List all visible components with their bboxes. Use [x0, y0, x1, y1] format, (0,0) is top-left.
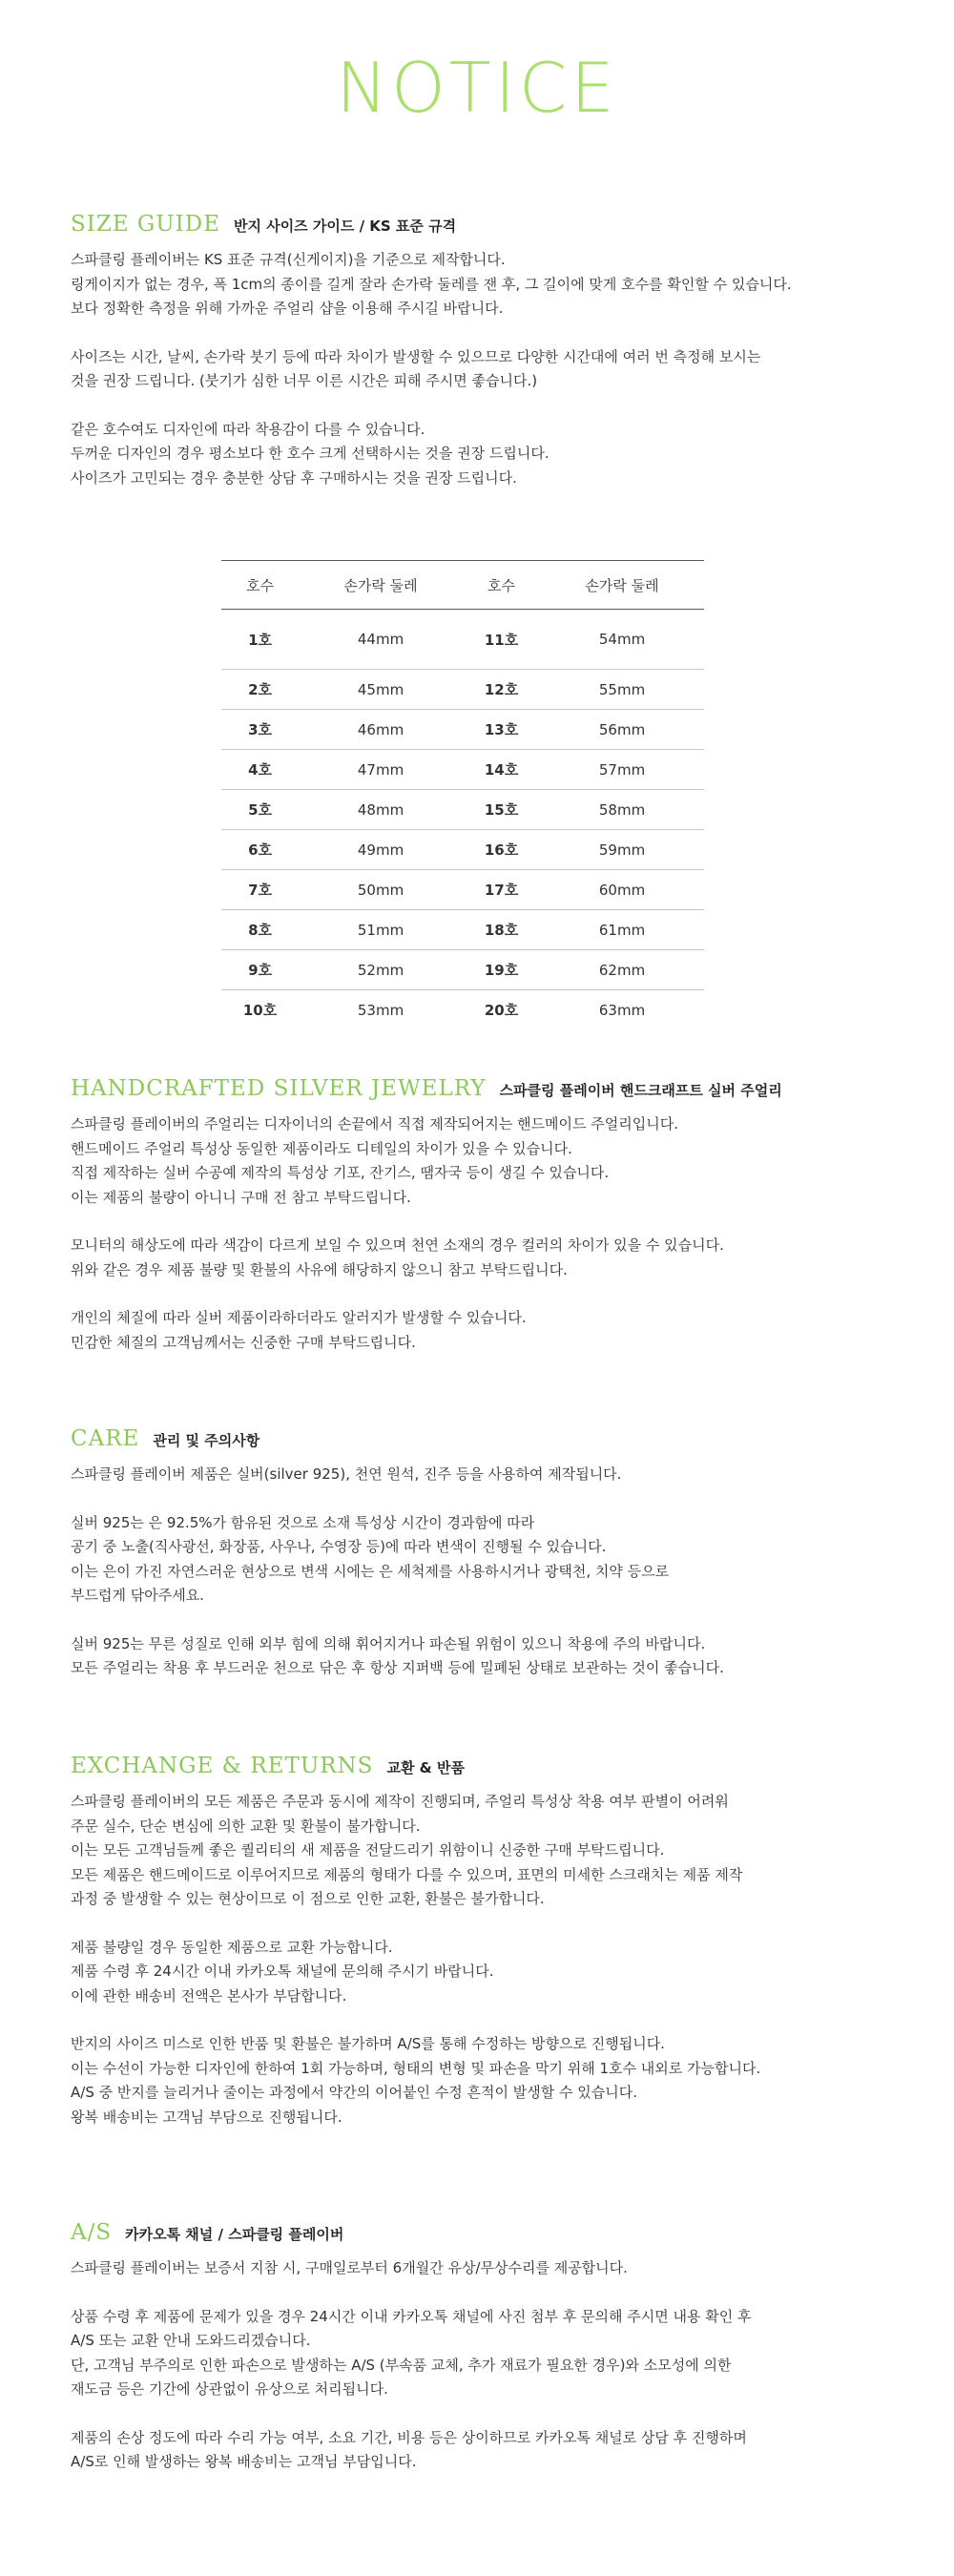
text-line: 개인의 체질에 따라 실버 제품이라하더라도 알러지가 발생할 수 있습니다.	[71, 1309, 527, 1326]
exchange-paragraph	[71, 1936, 901, 2009]
circumference-cell: 51mm	[299, 910, 463, 950]
size-number-cell: 10호	[242, 1002, 278, 1019]
size-number-cell: 12호	[463, 670, 540, 710]
text-line: 모든 주얼리는 착용 후 부드러운 천으로 닦은 후 항상 지퍼백 등에 밀폐된 상태로 보관하는 것이 좋습니다.	[71, 1659, 724, 1676]
table-header-circumference: 손가락 둘레	[299, 561, 463, 610]
text-line: 재도금 등은 기간에 상관없이 유상으로 처리됩니다.	[71, 2380, 388, 2398]
circumference-cell: 59mm	[540, 830, 704, 870]
text-line: 제품 불량일 경우 동일한 제품으로 교환 가능합니다.	[71, 1938, 393, 1956]
text-line: 보다 정확한 측정을 위해 가까운 주얼리 샵을 이용해 주시길 바랍니다.	[71, 300, 504, 317]
as-paragraph	[71, 2426, 901, 2475]
text-line: 실버 925는 무른 성질로 인해 외부 힘에 의해 휘어지거나 파손될 위험이 있으니 착용에 주의 바랍니다.	[71, 1634, 706, 1652]
table-header-circumference: 손가락 둘레	[540, 561, 704, 610]
text-line: 스파클링 플레이버의 모든 제품은 주문과 동시에 제작이 진행되며, 주얼리 특성상 착용 여부 판별이 어려워	[71, 1793, 729, 1810]
as-section	[71, 2220, 901, 2499]
exchange-title-en: EXCHANGE & RETURNS	[71, 1754, 374, 1778]
text-line: 링게이지가 없는 경우, 폭 1cm의 종이를 길게 잘라 손가락 둘레를 잰 후, 그 길이에 맞게 호수를 확인할 수 있습니다.	[71, 275, 792, 293]
size-guide-body	[71, 248, 901, 490]
text-line: 사이즈는 시간, 날씨, 손가락 붓기 등에 따라 차이가 발생할 수 있으므로 다양한 시간대에 여러 번 측정해 보시는	[71, 347, 761, 365]
table-row	[221, 670, 704, 710]
text-line: 직접 제작하는 실버 수공예 제작의 특성상 기포, 잔기스, 땜자국 등이 생길 수 있습니다.	[71, 1164, 610, 1181]
care-title-en: CARE	[71, 1426, 140, 1451]
circumference-cell: 56mm	[540, 710, 704, 750]
table-row	[221, 950, 704, 990]
size-number-cell: 15호	[463, 790, 540, 830]
size-guide-paragraph	[71, 418, 901, 491]
size-guide-title-ko: 반지 사이즈 가이드 / KS 표준 규격	[234, 218, 457, 235]
circumference-cell: 48mm	[299, 790, 463, 830]
size-guide-title-en: SIZE GUIDE	[71, 212, 220, 237]
text-line: 위와 같은 경우 제품 불량 및 환불의 사유에 해당하지 않으니 참고 부탁드립니다.	[71, 1260, 568, 1278]
circumference-cell: 62mm	[540, 950, 704, 990]
handcrafted-paragraph	[71, 1112, 901, 1210]
text-line: 것을 권장 드립니다. (붓기가 심한 너무 이른 시간은 피해 주시면 좋습니다.)	[71, 372, 538, 389]
text-line: A/S로 인해 발생하는 왕복 배송비는 고객님 부담입니다.	[71, 2453, 417, 2470]
size-number-cell: 8호	[221, 910, 299, 950]
as-title-ko: 카카오톡 채널 / 스파클링 플레이버	[125, 2226, 344, 2243]
text-line: 상품 수령 후 제품에 문제가 있을 경우 24시간 이내 카카오톡 채널에 사진 첨부 후 문의해 주시면 내용 확인 후	[71, 2307, 752, 2325]
table-header-size: 호수	[221, 561, 299, 610]
text-line: 과정 중 발생할 수 있는 현상이므로 이 점으로 인한 교환, 환불은 불가합니다.	[71, 1890, 545, 1907]
as-heading	[71, 2220, 901, 2245]
handcrafted-paragraph	[71, 1306, 901, 1355]
as-paragraph	[71, 2305, 901, 2402]
size-number-cell: 13호	[463, 710, 540, 750]
size-guide-heading	[71, 212, 901, 237]
text-line: 반지의 사이즈 미스로 인한 반품 및 환불은 불가하며 A/S를 통해 수정하는 방향으로 진행됩니다.	[71, 2035, 665, 2052]
text-line: 실버 925는 은 92.5%가 함유된 것으로 소재 특성상 시간이 경과함에 따라	[71, 1513, 535, 1531]
text-line: 제품 수령 후 24시간 이내 카카오톡 채널에 문의해 주시기 바랍니다.	[71, 1963, 494, 1980]
text-line: 이는 은이 가진 자연스러운 현상으로 변색 시에는 은 세척제를 사용하시거나 광택천, 치약 등으로	[71, 1562, 670, 1580]
size-number-cell: 2호	[221, 670, 299, 710]
table-row	[221, 830, 704, 870]
exchange-title-ko: 교환 & 반품	[386, 1759, 465, 1776]
as-title-en: A/S	[71, 2220, 113, 2245]
care-paragraph	[71, 1632, 901, 1681]
table-row	[221, 710, 704, 750]
circumference-cell: 44mm	[299, 610, 463, 670]
text-line: 제품의 손상 정도에 따라 수리 가능 여부, 소요 기간, 비용 등은 상이하므로 카카오톡 채널로 상담 후 진행하며	[71, 2428, 747, 2446]
size-number-cell: 3호	[221, 710, 299, 750]
text-line: 왕복 배송비는 고객님 부담으로 진행됩니다.	[71, 2108, 342, 2126]
text-line: 부드럽게 닦아주세요.	[71, 1587, 204, 1604]
size-number-cell: 9호	[221, 950, 299, 990]
handcrafted-title-en: HANDCRAFTED SILVER JEWELRY	[71, 1076, 487, 1101]
size-number-cell: 14호	[463, 750, 540, 790]
text-line: 이는 제품의 불량이 아니니 구매 전 참고 부탁드립니다.	[71, 1188, 411, 1206]
handcrafted-paragraph	[71, 1234, 901, 1282]
size-number-cell: 17호	[463, 870, 540, 910]
exchange-body	[71, 1790, 901, 2129]
text-line: 민감한 체질의 고객님께서는 신중한 구매 부탁드립니다.	[71, 1333, 416, 1351]
exchange-heading	[71, 1754, 901, 1778]
text-line: 스파클링 플레이버는 보증서 지참 시, 구매일로부터 6개월간 유상/무상수리를 제공합니다.	[71, 2259, 628, 2276]
handcrafted-body	[71, 1112, 901, 1355]
exchange-section	[71, 1754, 901, 2153]
text-line: 스파클링 플레이버는 KS 표준 규격(신게이지)을 기준으로 제작합니다.	[71, 251, 506, 268]
table-row	[221, 990, 704, 1030]
circumference-cell: 61mm	[540, 910, 704, 950]
care-section	[71, 1426, 901, 1705]
circumference-cell: 47mm	[299, 750, 463, 790]
text-line: A/S 중 반지를 늘리거나 줄이는 과정에서 약간의 이어붙인 수정 흔적이 발생할 수 있습니다.	[71, 2084, 637, 2101]
circumference-cell: 57mm	[540, 750, 704, 790]
circumference-cell: 55mm	[540, 670, 704, 710]
handcrafted-heading	[71, 1076, 901, 1101]
size-number-cell: 16호	[463, 830, 540, 870]
circumference-cell: 60mm	[540, 870, 704, 910]
handcrafted-section	[71, 1076, 901, 1379]
circumference-cell: 45mm	[299, 670, 463, 710]
circumference-cell: 53mm	[357, 1001, 404, 1019]
size-number-cell: 11호	[463, 610, 540, 670]
text-line: 이는 수선이 가능한 디자인에 한하여 1회 가능하며, 형태의 변형 및 파손을 막기 위해 1호수 내외로 가능합니다.	[71, 2059, 761, 2077]
care-title-ko: 관리 및 주의사항	[153, 1432, 260, 1449]
text-line: 사이즈가 고민되는 경우 충분한 상담 후 구매하시는 것을 권장 드립니다.	[71, 468, 517, 487]
circumference-cell: 46mm	[299, 710, 463, 750]
text-line: 이에 관한 배송비 전액은 본사가 부담합니다.	[71, 1986, 347, 2005]
size-number-cell: 19호	[463, 950, 540, 990]
table-row	[221, 790, 704, 830]
circumference-cell: 52mm	[299, 950, 463, 990]
circumference-cell: 50mm	[299, 870, 463, 910]
size-number-cell: 6호	[221, 830, 299, 870]
text-line: 이는 모든 고객님들께 좋은 퀄리티의 새 제품을 전달드리기 위함이니 신중한 구매 부탁드립니다.	[71, 1841, 665, 1859]
handcrafted-title-ko: 스파클링 플레이버 핸드크래프트 실버 주얼리	[499, 1082, 782, 1099]
size-guide-paragraph	[71, 345, 901, 394]
circumference-cell: 49mm	[299, 830, 463, 870]
size-number-cell: 18호	[463, 910, 540, 950]
table-header-size: 호수	[463, 561, 540, 610]
table-row	[221, 870, 704, 910]
size-guide-paragraph	[71, 248, 901, 322]
ring-size-table	[221, 560, 704, 1029]
text-line: 스파클링 플레이버의 주얼리는 디자이너의 손끝에서 직접 제작되어지는 핸드메이드 주얼리입니다.	[71, 1115, 679, 1132]
text-line: 모니터의 해상도에 따라 색감이 다르게 보일 수 있으며 천연 소재의 경우 컬러의 차이가 있을 수 있습니다.	[71, 1236, 724, 1254]
care-body	[71, 1463, 901, 1681]
text-line: 공기 중 노출(직사광선, 화장품, 사우나, 수영장 등)에 따라 변색이 진행될 수 있습니다.	[71, 1538, 607, 1555]
table-row	[221, 750, 704, 790]
size-number-cell: 7호	[221, 870, 299, 910]
as-paragraph	[71, 2256, 901, 2281]
as-body	[71, 2256, 901, 2475]
circumference-cell: 54mm	[540, 610, 704, 670]
exchange-paragraph	[71, 1790, 901, 1912]
size-guide-section	[71, 212, 901, 514]
table-row	[221, 610, 704, 670]
text-line: 주문 실수, 단순 변심에 의한 교환 및 환불이 불가합니다.	[71, 1817, 421, 1835]
text-line: 같은 호수여도 디자인에 따라 착용감이 다를 수 있습니다.	[71, 420, 425, 438]
care-heading	[71, 1426, 901, 1451]
size-number-cell: 5호	[221, 790, 299, 830]
care-paragraph	[71, 1463, 901, 1487]
circumference-cell: 58mm	[540, 790, 704, 830]
care-paragraph	[71, 1511, 901, 1609]
size-number-cell: 1호	[221, 610, 299, 670]
notice-title: NOTICE	[336, 48, 618, 128]
table-header-row	[221, 561, 704, 610]
table-row	[221, 910, 704, 950]
text-line: 스파클링 플레이버 제품은 실버(silver 925), 천연 원석, 진주 등을 사용하여 제작됩니다.	[71, 1465, 622, 1483]
text-line: 모든 제품은 핸드메이드로 이루어지므로 제품의 형태가 다를 수 있으며, 표면의 미세한 스크래치는 제품 제작	[71, 1865, 743, 1883]
text-line: A/S 또는 교환 안내 도와드리겠습니다.	[71, 2332, 311, 2349]
circumference-cell: 63mm	[598, 1001, 646, 1019]
text-line: 단, 고객님 부주의로 인한 파손으로 발생하는 A/S (부속품 교체, 추가 재료가 필요한 경우)와 소모성에 의한	[71, 2356, 732, 2374]
exchange-paragraph	[71, 2032, 901, 2129]
size-number-cell: 20호	[484, 1002, 519, 1019]
text-line: 핸드메이드 주얼리 특성상 동일한 제품이라도 디테일의 차이가 있을 수 있습니다.	[71, 1139, 572, 1157]
size-number-cell: 4호	[221, 750, 299, 790]
text-line: 두꺼운 디자인의 경우 평소보다 한 호수 크게 선택하시는 것을 권장 드립니다.	[71, 445, 550, 462]
